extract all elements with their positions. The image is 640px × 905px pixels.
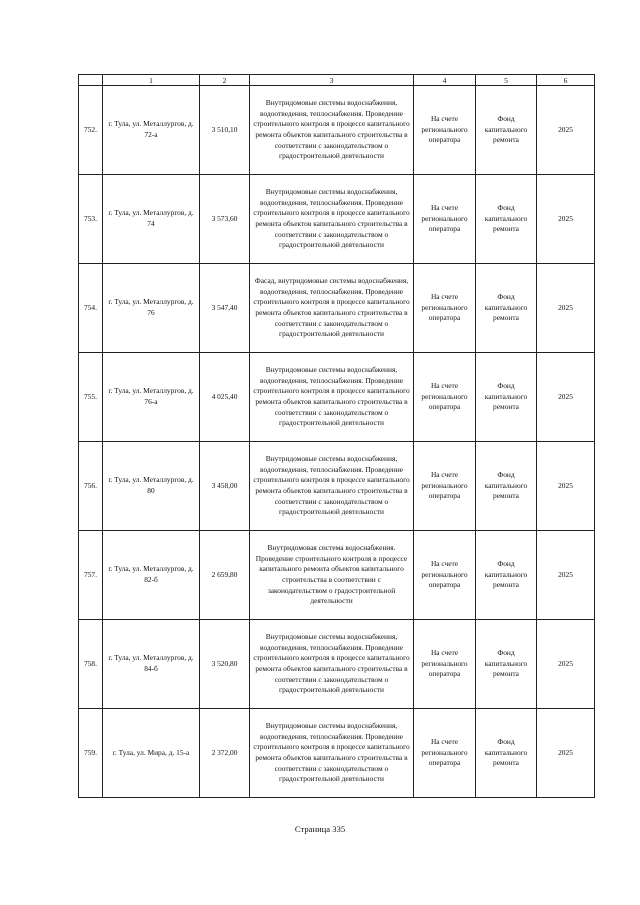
row-number: 754. [79,264,103,353]
repair-schedule-table [78,74,595,798]
method-cell: На счете регионального оператора [414,442,476,531]
year-cell: 2025 [537,709,595,798]
method-cell: На счете регионального оператора [414,175,476,264]
fund-cell: Фонд капитального ремонта [476,442,537,531]
cost-cell: 3 458,00 [200,442,250,531]
address-cell: г. Тула, ул. Металлургов, д. 72-а [103,86,200,175]
row-number: 756. [79,442,103,531]
table-row [79,175,595,264]
table-row [79,264,595,353]
column-header: 1 [103,75,200,86]
year-cell: 2025 [537,86,595,175]
works-cell: Внутридомовые системы водоснабжения, водоотведения, теплоснабжения. Проведение строительного контроля в процессе капитального ремонта объектов капитального строительства в соответствии с законодательством о градостроительной деятельности [250,353,414,442]
fund-cell: Фонд капитального ремонта [476,620,537,709]
column-number-row [79,75,595,86]
method-cell: На счете регионального оператора [414,353,476,442]
method-cell: На счете регионального оператора [414,620,476,709]
table-row [79,353,595,442]
row-number: 753. [79,175,103,264]
column-header: 6 [537,75,595,86]
row-number: 755. [79,353,103,442]
address-cell: г. Тула, ул. Металлургов, д. 84-б [103,620,200,709]
method-cell: На счете регионального оператора [414,709,476,798]
cost-cell: 2 372,00 [200,709,250,798]
cost-cell: 4 025,40 [200,353,250,442]
works-cell: Фасад, внутридомовые системы водоснабжения, водоотведения, теплоснабжения. Проведение строительного контроля в процессе капитального ремонта объектов капитального строительства в соответствии с законодательством о градостроительной деятельности [250,264,414,353]
year-cell: 2025 [537,620,595,709]
row-number: 759. [79,709,103,798]
method-cell: На счете регионального оператора [414,264,476,353]
column-header: 3 [250,75,414,86]
cost-cell: 3 520,80 [200,620,250,709]
year-cell: 2025 [537,175,595,264]
address-cell: г. Тула, ул. Металлургов, д. 74 [103,175,200,264]
works-cell: Внутридомовые системы водоснабжения, водоотведения, теплоснабжения. Проведение строительного контроля в процессе капитального ремонта объектов капитального строительства в соответствии с законодательством о градостроительной деятельности [250,86,414,175]
address-cell: г. Тула, ул. Металлургов, д. 82-б [103,531,200,620]
row-number: 757. [79,531,103,620]
address-cell: г. Тула, ул. Металлургов, д. 80 [103,442,200,531]
cost-cell: 3 547,40 [200,264,250,353]
year-cell: 2025 [537,264,595,353]
column-header: 2 [200,75,250,86]
method-cell: На счете регионального оператора [414,531,476,620]
address-cell: г. Тула, ул. Мира, д. 15-а [103,709,200,798]
address-cell: г. Тула, ул. Металлургов, д. 76-а [103,353,200,442]
row-number: 752. [79,86,103,175]
column-header-empty [79,75,103,86]
fund-cell: Фонд капитального ремонта [476,175,537,264]
works-cell: Внутридомовая система водоснабжения. Проведение строительного контроля в процессе капитального ремонта объектов капитального строительства в соответствии с законодательством о градостроительной деятельности [250,531,414,620]
cost-cell: 3 510,10 [200,86,250,175]
works-cell: Внутридомовые системы водоснабжения, водоотведения, теплоснабжения. Проведение строительного контроля в процессе капитального ремонта объектов капитального строительства в соответствии с законодательством о градостроительной деятельности [250,620,414,709]
works-cell: Внутридомовые системы водоснабжения, водоотведения, теплоснабжения. Проведение строительного контроля в процессе капитального ремонта объектов капитального строительства в соответствии с законодательством о градостроительной деятельности [250,442,414,531]
fund-cell: Фонд капитального ремонта [476,86,537,175]
fund-cell: Фонд капитального ремонта [476,353,537,442]
fund-cell: Фонд капитального ремонта [476,264,537,353]
method-cell: На счете регионального оператора [414,86,476,175]
cost-cell: 2 659,80 [200,531,250,620]
column-header: 4 [414,75,476,86]
fund-cell: Фонд капитального ремонта [476,709,537,798]
cost-cell: 3 573,60 [200,175,250,264]
table-row [79,531,595,620]
works-cell: Внутридомовые системы водоснабжения, водоотведения, теплоснабжения. Проведение строительного контроля в процессе капитального ремонта объектов капитального строительства в соответствии с законодательством о градостроительной деятельности [250,175,414,264]
year-cell: 2025 [537,442,595,531]
table-row [79,709,595,798]
column-header: 5 [476,75,537,86]
table-row [79,442,595,531]
address-cell: г. Тула, ул. Металлургов, д. 76 [103,264,200,353]
works-cell: Внутридомовые системы водоснабжения, водоотведения, теплоснабжения. Проведение строительного контроля в процессе капитального ремонта объектов капитального строительства в соответствии с законодательством о градостроительной деятельности [250,709,414,798]
table-row [79,86,595,175]
table-row [79,620,595,709]
page-number: Страница 335 [294,824,346,834]
year-cell: 2025 [537,353,595,442]
row-number: 758. [79,620,103,709]
year-cell: 2025 [537,531,595,620]
fund-cell: Фонд капитального ремонта [476,531,537,620]
